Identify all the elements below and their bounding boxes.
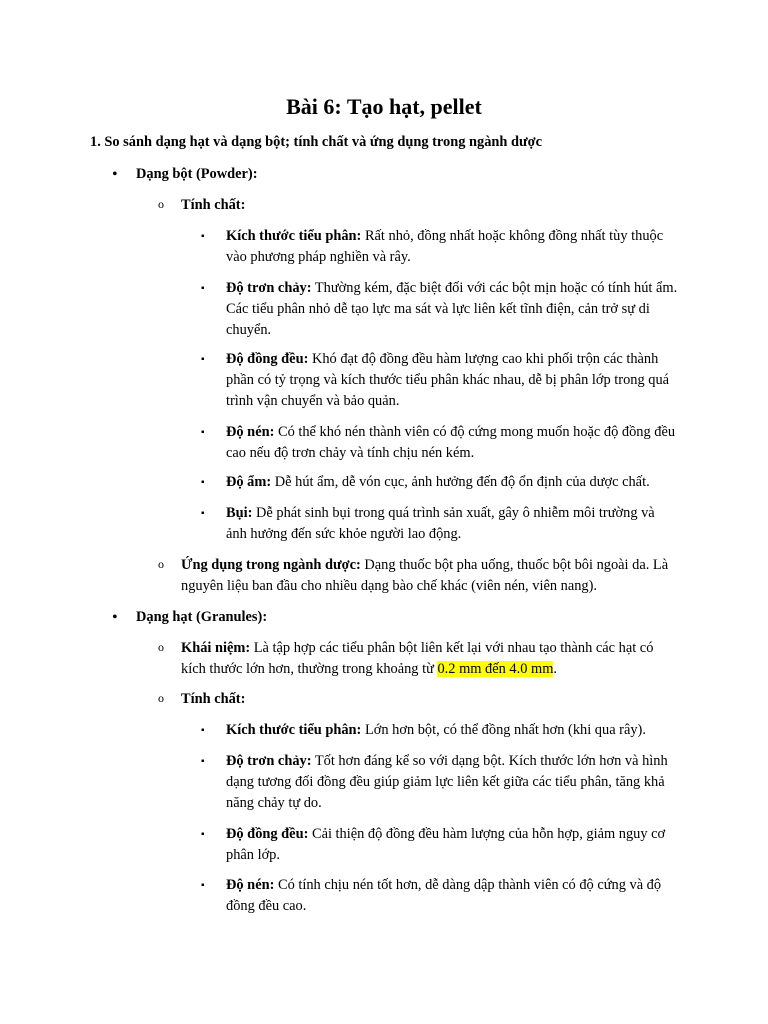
circle-bullet-icon: o bbox=[158, 557, 164, 571]
circle-bullet-icon: o bbox=[158, 640, 164, 654]
powder-props-label: Tính chất: bbox=[181, 197, 246, 213]
prop-text: Dễ hút ẩm, dễ vón cục, ảnh hưởng đến độ ổn định của dược chất. bbox=[271, 474, 650, 490]
prop-text: Rất nhỏ, đồng nhất hoặc không đồng nhất tùy thuộc vào phương pháp nghiền và rây. bbox=[226, 228, 664, 265]
disc-bullet-icon: • bbox=[112, 166, 118, 183]
square-bullet-icon: ▪ bbox=[201, 880, 205, 891]
list-item-granules-prop bbox=[201, 720, 678, 741]
list-item-powder-application bbox=[158, 555, 677, 597]
size-range-highlight: 0.2 mm đến 4.0 mm bbox=[437, 661, 554, 677]
prop-text: Thường kém, đặc biệt đối với các bột mịn hoặc có tính hút ẩm. Các tiểu phân nhỏ dễ tạo lực ma sát và lực liên kết tĩnh điện, cản trở sự di chuyển. bbox=[226, 280, 678, 338]
list-item-powder-prop bbox=[201, 472, 678, 493]
granules-label: Dạng hạt (Granules): bbox=[136, 609, 268, 625]
list-item-powder bbox=[112, 164, 676, 185]
prop-term: Bụi: bbox=[226, 505, 253, 521]
square-bullet-icon: ▪ bbox=[201, 283, 205, 294]
square-bullet-icon: ▪ bbox=[201, 477, 205, 488]
list-item-granules-prop bbox=[201, 751, 678, 814]
concept-end: . bbox=[553, 661, 558, 677]
prop-term: Độ ẩm: bbox=[226, 474, 272, 490]
list-item-granules-prop bbox=[201, 875, 678, 917]
section-heading: 1. So sánh dạng hạt và dạng bột; tính chất và ứng dụng trong ngành dược bbox=[90, 134, 543, 150]
prop-term: Độ trơn chảy: bbox=[226, 753, 312, 769]
prop-text: Lớn hơn bột, có thể đồng nhất hơn (khi qua rây). bbox=[361, 722, 646, 738]
list-item-granules bbox=[112, 607, 676, 628]
list-item-powder-prop bbox=[201, 278, 678, 341]
document-title: Bài 6: Tạo hạt, pellet bbox=[286, 94, 482, 119]
prop-text: Cải thiện độ đồng đều hàm lượng của hỗn hợp, giảm nguy cơ phân lớp. bbox=[226, 826, 666, 863]
prop-term: Độ đồng đều: bbox=[226, 826, 309, 842]
prop-term: Độ nén: bbox=[226, 877, 275, 893]
prop-term: Kích thước tiểu phân: bbox=[226, 228, 362, 244]
square-bullet-icon: ▪ bbox=[201, 427, 205, 438]
square-bullet-icon: ▪ bbox=[201, 756, 205, 767]
list-item-powder-prop bbox=[201, 349, 678, 412]
prop-text: Tốt hơn đáng kể so với dạng bột. Kích thước lớn hơn và hình dạng tương đối đồng đều giúp giảm lực liên kết giữa các tiểu phân, tăng khả năng chảy tự do. bbox=[226, 753, 668, 811]
circle-bullet-icon: o bbox=[158, 691, 164, 705]
powder-label: Dạng bột (Powder): bbox=[136, 166, 258, 182]
disc-bullet-icon: • bbox=[112, 609, 118, 626]
square-bullet-icon: ▪ bbox=[201, 354, 205, 365]
application-text: Dạng thuốc bột pha uống, thuốc bột bôi ngoài da. Là nguyên liệu ban đầu cho nhiều dạng bào chế khác (viên nén, viên nang). bbox=[181, 557, 669, 594]
prop-term: Độ đồng đều: bbox=[226, 351, 309, 367]
list-item-granules-prop bbox=[201, 824, 678, 866]
prop-term: Kích thước tiểu phân: bbox=[226, 722, 362, 738]
square-bullet-icon: ▪ bbox=[201, 231, 205, 242]
list-item-powder-props bbox=[158, 195, 677, 216]
prop-text: Có thể khó nén thành viên có độ cứng mong muốn hoặc độ đồng đều cao nếu độ trơn chảy và tính chịu nén kém. bbox=[226, 424, 676, 461]
list-item-powder-prop bbox=[201, 503, 678, 545]
concept-term: Khái niệm: bbox=[181, 640, 251, 656]
concept-text: Là tập hợp các tiểu phân bột liên kết lại với nhau tạo thành các hạt có kích thước lớn hơn, thường trong khoảng từ bbox=[181, 640, 654, 677]
prop-text: Có tính chịu nén tốt hơn, dễ dàng dập thành viên có độ cứng và độ đồng đều cao. bbox=[226, 877, 662, 914]
square-bullet-icon: ▪ bbox=[201, 508, 205, 519]
list-item-granules-concept bbox=[158, 638, 677, 680]
prop-term: Độ nén: bbox=[226, 424, 275, 440]
square-bullet-icon: ▪ bbox=[201, 829, 205, 840]
circle-bullet-icon: o bbox=[158, 197, 164, 211]
list-item-powder-prop bbox=[201, 422, 678, 464]
prop-term: Độ trơn chảy: bbox=[226, 280, 312, 296]
prop-text: Dễ phát sinh bụi trong quá trình sản xuất, gây ô nhiễm môi trường và ảnh hưởng đến sức khỏe người lao động. bbox=[226, 505, 655, 542]
square-bullet-icon: ▪ bbox=[201, 725, 205, 736]
prop-text: Khó đạt độ đồng đều hàm lượng cao khi phối trộn các thành phần có tỷ trọng và kích thước tiểu phân khác nhau, dễ bị phân lớp trong quá trình vận chuyển và bảo quản. bbox=[226, 351, 670, 409]
list-item-granules-props bbox=[158, 689, 677, 710]
granules-props-label: Tính chất: bbox=[181, 691, 246, 707]
list-item-powder-prop bbox=[201, 226, 678, 268]
application-term: Ứng dụng trong ngành dược: bbox=[181, 557, 361, 573]
